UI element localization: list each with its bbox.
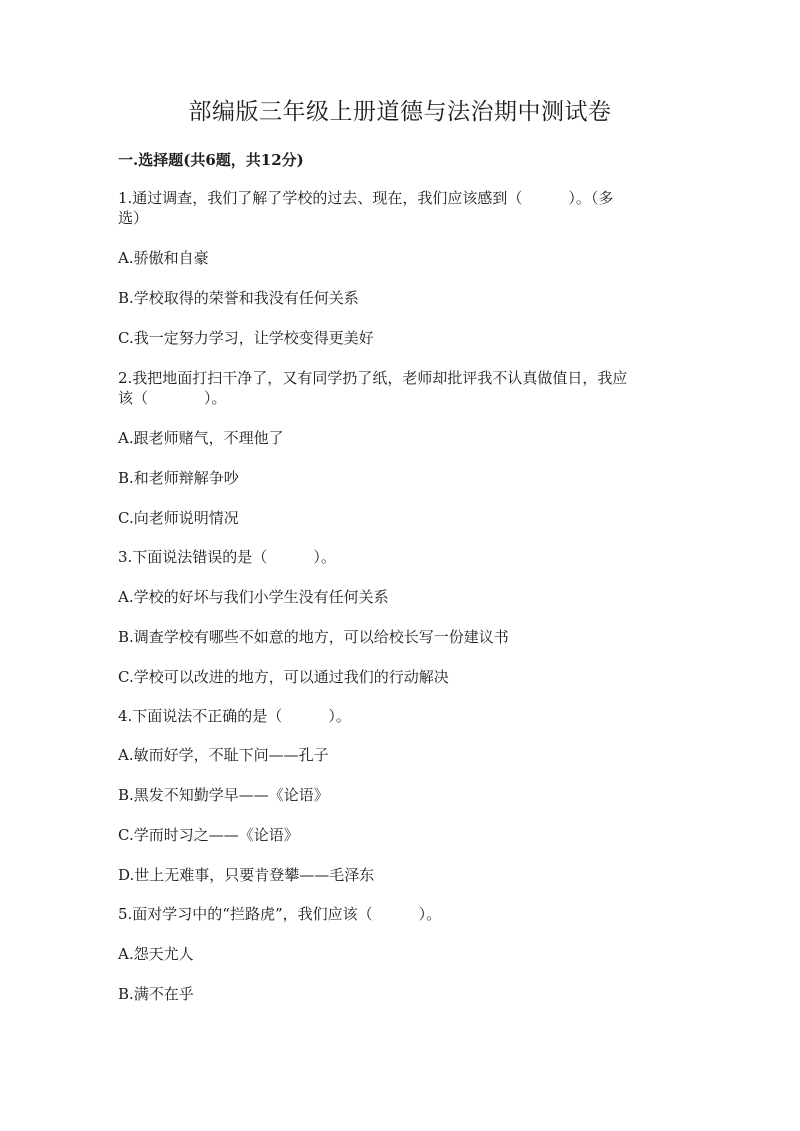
question-4-option-a: A.敏而好学，不耻下问——孔子 [118, 746, 329, 764]
question-5-stem-start: 5.面对学习中的“拦路虎”，我们应该（ [118, 905, 373, 923]
question-2-option-a: A.跟老师赌气，不理他了 [118, 429, 284, 447]
question-3-option-a: A.学校的好坏与我们小学生没有任何关系 [118, 588, 389, 606]
question-5-option-b: B.满不在乎 [118, 985, 194, 1003]
question-2-option-c: C.向老师说明情况 [118, 509, 239, 527]
question-4-stem [118, 706, 678, 726]
question-2-stem-end: ）。 [204, 389, 227, 407]
question-3-option-b: B.调查学校有哪些不如意的地方，可以给校长写一份建议书 [118, 628, 509, 646]
question-1-option-c: C.我一定努力学习，让学校变得更美好 [118, 329, 374, 347]
question-2-option-b: B.和老师辩解争吵 [118, 469, 239, 487]
question-1-stem-end: ）。（多 [568, 189, 614, 207]
question-1-option-b: B.学校取得的荣誉和我没有任何关系 [118, 289, 359, 307]
question-5-stem [118, 904, 678, 924]
question-3-stem [118, 547, 678, 567]
section-heading: 一.选择题(共6题，共12分) [118, 151, 304, 169]
question-1-stem-text: 1.通过调查，我们了解了学校的过去、现在，我们应该感到（ [118, 189, 523, 207]
question-1-option-a: A.骄傲和自豪 [118, 249, 209, 267]
question-2-stem: 2.我把地面打扫干净了，又有同学扔了纸，老师却批评我不认真做值日，我应 [118, 369, 628, 387]
question-3-stem-end: ）。 [313, 548, 336, 566]
question-3-option-c: C.学校可以改进的地方，可以通过我们的行动解决 [118, 668, 449, 686]
question-4-option-c: C.学而时习之——《论语》 [118, 826, 299, 844]
question-3-stem-start: 3.下面说法错误的是（ [118, 548, 268, 566]
page-title: 部编版三年级上册道德与法治期中测试卷 [188, 99, 612, 125]
question-4-option-d: D.世上无难事，只要肯登攀——毛泽东 [118, 866, 375, 884]
question-4-option-b: B.黑发不知勤学早——《论语》 [118, 786, 329, 804]
question-2-stem-start: 该（ [118, 389, 149, 407]
question-2-stem-cont [118, 388, 678, 408]
question-1-stem [118, 188, 678, 208]
question-4-stem-end: ）。 [328, 707, 351, 725]
question-5-option-a: A.怨天尤人 [118, 945, 194, 963]
question-1-stem-cont: 选） [118, 209, 149, 227]
question-4-stem-start: 4.下面说法不正确的是（ [118, 707, 283, 725]
question-5-stem-end: ）。 [418, 905, 442, 923]
